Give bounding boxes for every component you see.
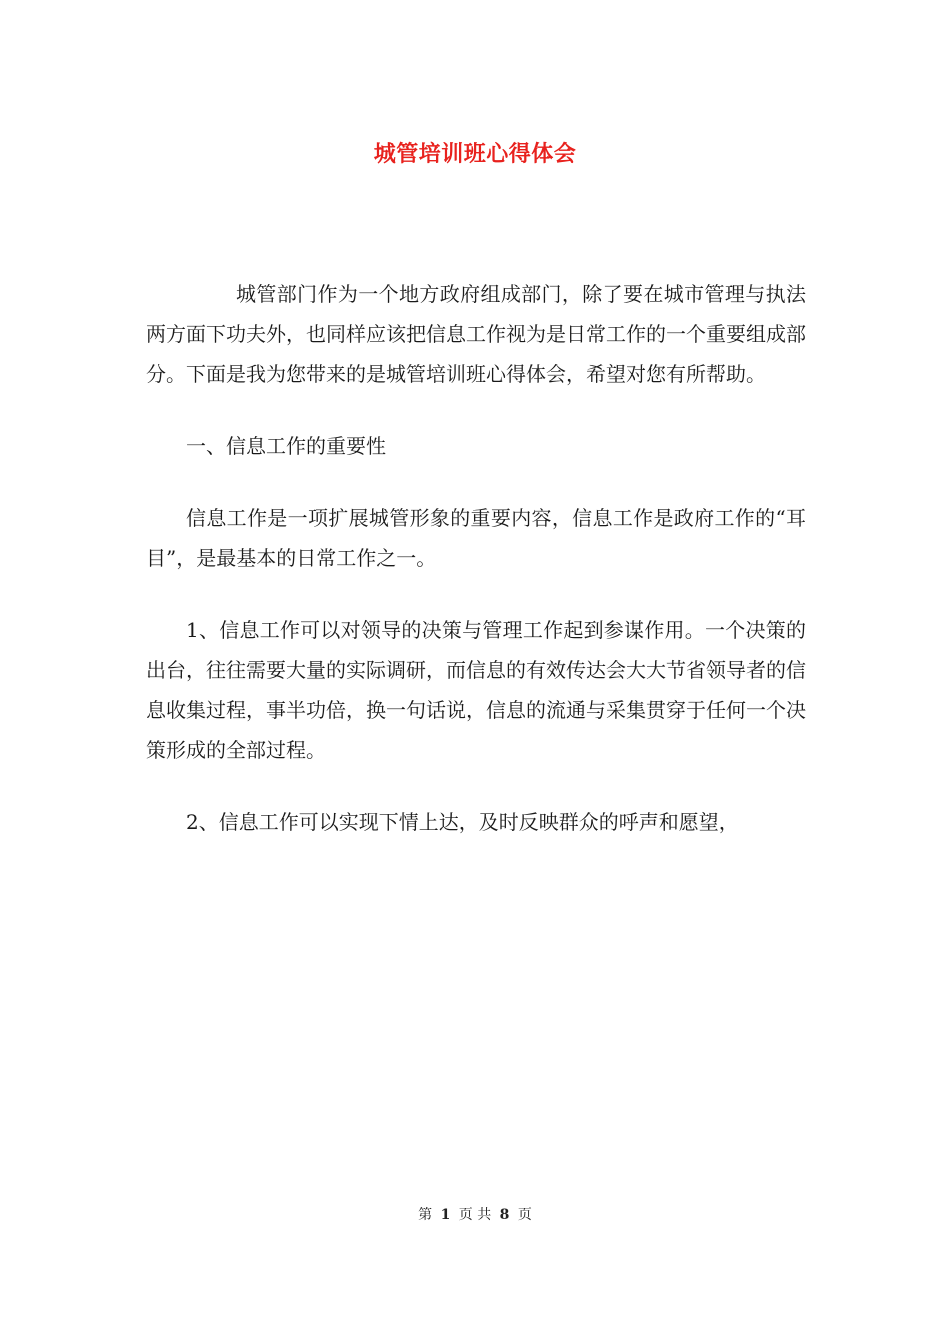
paragraph: 信息工作是一项扩展城管形象的重要内容，信息工作是政府工作的“耳目”，是最基本的日常工作之一。 bbox=[146, 506, 806, 570]
footer-suffix: 页 bbox=[517, 1207, 532, 1223]
paragraph: 1、信息工作可以对领导的决策与管理工作起到参谋作用。一个决策的出台，往往需要大量的实际调研，而信息的有效传达会大大节省领导者的信息收集过程，事半功倍，换一句话说，信息的流通与采集贯穿于任何一个决策形成的全部过程。 bbox=[146, 618, 806, 762]
total-pages-number: 8 bbox=[499, 1207, 510, 1223]
section-heading: 一、信息工作的重要性 bbox=[186, 434, 386, 458]
page-footer bbox=[0, 1205, 950, 1225]
document-title: 城管培训班心得体会 bbox=[373, 141, 577, 167]
footer-middle: 页 共 bbox=[458, 1207, 492, 1223]
paragraph: 2、信息工作可以实现下情上达，及时反映群众的呼声和愿望， bbox=[186, 810, 739, 834]
current-page-number: 1 bbox=[440, 1207, 451, 1223]
footer-prefix: 第 bbox=[418, 1207, 433, 1223]
document-body bbox=[146, 274, 806, 874]
paragraph-intro: 城管部门作为一个地方政府组成部门，除了要在城市管理与执法两方面下功夫外，也同样应该把信息工作视为是日常工作的一个重要组成部分。下面是我为您带来的是城管培训班心得体会，希望对您有所帮助。 bbox=[146, 282, 806, 386]
